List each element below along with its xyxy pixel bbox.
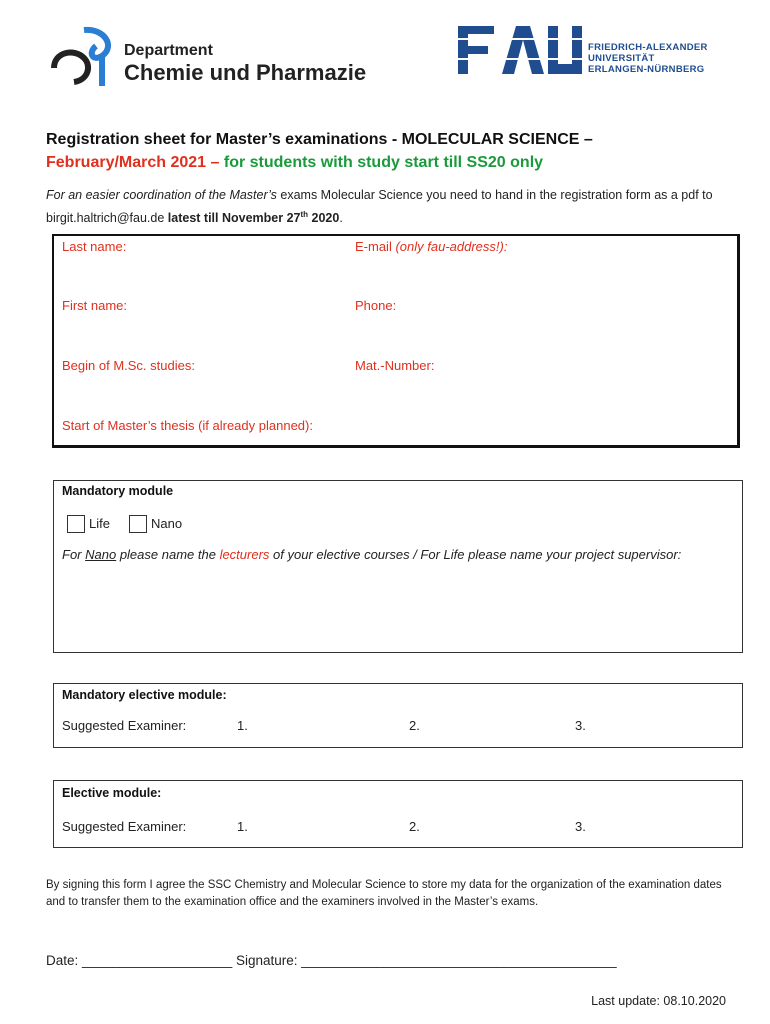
fau-university-name (588, 42, 708, 75)
intro-text (46, 186, 726, 228)
elective-module-heading: Elective module: (62, 786, 162, 800)
note-part-b: please name the (116, 547, 220, 562)
note-nano: Nano (85, 547, 117, 562)
mandatory-elective-examiner-label: Suggested Examiner: (62, 718, 187, 733)
last-update: Last update: 08.10.2020 (591, 994, 726, 1008)
page-subtitle (46, 154, 543, 172)
study-start-note: for students with study start till SS20 only (223, 154, 544, 171)
nano-label: Nano (151, 516, 183, 531)
deadline-text: latest till November 27 (167, 211, 301, 226)
elective-examiner-3[interactable]: 3. (575, 819, 586, 834)
department-label: Department (124, 42, 213, 59)
exam-date: February/March 2021 – (46, 154, 224, 171)
mandatory-module-heading: Mandatory module (62, 484, 174, 498)
elective-examiner-1[interactable]: 1. (237, 819, 248, 834)
elective-examiner-label: Suggested Examiner: (62, 819, 187, 834)
note-lecturers: lecturers (219, 547, 270, 562)
intro-deadline (167, 210, 343, 226)
elective-examiner-2[interactable]: 2. (409, 819, 420, 834)
deadline-year: 2020 (308, 211, 340, 226)
mandatory-elective-examiner-3[interactable]: 3. (575, 718, 586, 733)
department-mark-icon (44, 22, 124, 92)
email-label: E-mail (355, 239, 396, 254)
mandatory-elective-heading: Mandatory elective module: (62, 688, 227, 702)
fau-line-3: ERLANGEN-NÜRNBERG (588, 64, 705, 75)
fau-line-1: FRIEDRICH-ALEXANDER (588, 42, 708, 53)
first-name-field[interactable]: First name: (62, 298, 128, 313)
mandatory-elective-examiner-1[interactable]: 1. (237, 718, 248, 733)
fau-logo (458, 26, 728, 78)
intro-body: exams Molecular Science you need to hand in the registration form as a pdf to birgit.haltrich@fau.de (46, 188, 713, 226)
nano-checkbox[interactable] (129, 515, 147, 533)
department-logo (44, 22, 384, 92)
personal-data-box (52, 234, 740, 448)
intro-end: . (339, 211, 343, 226)
last-name-field[interactable]: Last name: (62, 239, 127, 254)
msc-begin-field[interactable]: Begin of M.Sc. studies: (62, 358, 195, 373)
email-note: (only fau-address!): (395, 239, 508, 254)
date-label: Date: (46, 953, 79, 968)
life-label: Life (89, 516, 110, 531)
department-name: Chemie und Pharmazie (124, 60, 367, 85)
life-checkbox[interactable] (67, 515, 85, 533)
mandatory-module-note[interactable] (62, 545, 682, 564)
page-title: Registration sheet for Master’s examinations - MOLECULAR SCIENCE – (46, 131, 593, 148)
note-part-c: of your elective courses / For Life please name your project supervisor: (269, 547, 682, 562)
phone-field[interactable]: Phone: (355, 298, 397, 313)
email-field[interactable] (355, 239, 507, 254)
mandatory-elective-examiner-2[interactable]: 2. (409, 718, 420, 733)
fau-letters-icon (458, 26, 582, 78)
deadline-sup: th (300, 210, 309, 219)
mandatory-module-box (53, 480, 743, 653)
data-consent-text: By signing this form I agree the SSC Chemistry and Molecular Science to store my data for the organization of the examination dates and to transfer them to the examination office and the examiners involved in the Master’s exams. (46, 879, 722, 908)
note-part-a: For (62, 547, 86, 562)
signature-row (46, 953, 617, 968)
thesis-start-field[interactable]: Start of Master’s thesis (if already planned): (62, 418, 313, 433)
mat-number-field[interactable]: Mat.-Number: (355, 358, 435, 373)
intro-italic: For an easier coordination of the Master’s (46, 188, 277, 202)
signature-field[interactable]: __________________________________________ (301, 953, 617, 968)
fau-line-2: UNIVERSITÄT (588, 53, 655, 64)
signature-label: Signature: (235, 953, 298, 968)
date-field[interactable]: ____________________ (82, 953, 233, 968)
